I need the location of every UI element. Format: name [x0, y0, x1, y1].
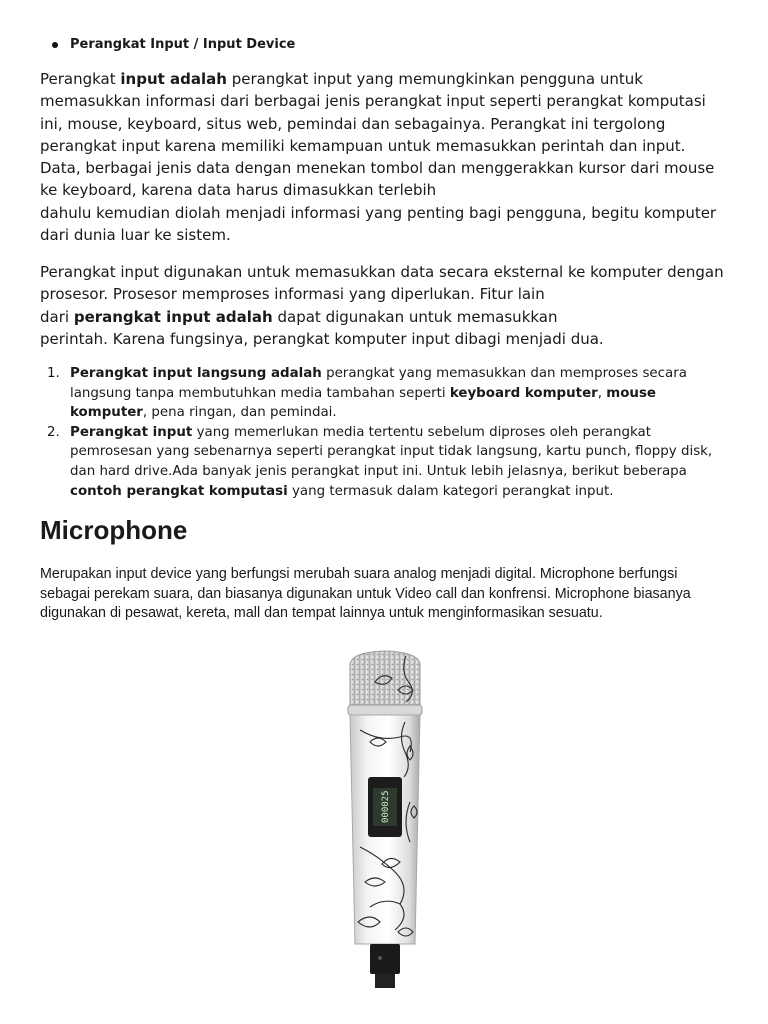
p2-text-2: dari: [40, 307, 74, 326]
list-item-bold: contoh perangkat komputasi: [70, 483, 288, 499]
mic-connector-tip: [375, 974, 395, 988]
list-item-text: , pena ringan, dan pemindai.: [142, 405, 337, 421]
p1-text-2: perangkat input yang memungkinkan pengguna untuk memasukkan informasi dari berbagai jenis perangkat input seperti perangkat komputasi ini, mouse, keyboard, situs web, pemindai dan sebagainya. Perangkat ini tergolong perangkat input karena memiliki kemampuan untuk memasukkan perintah dan input. Data, berbagai jenis data dengan menekan tombol dan menggerakkan kursor dari mouse ke keyboard, karena data harus dimasukkan terlebih: [40, 70, 715, 200]
bullet-heading: [52, 37, 295, 52]
list-item-bold: Perangkat input: [70, 424, 193, 440]
microphone-image: [210, 642, 560, 988]
bullet-dot-icon: [52, 42, 58, 48]
list-item-text: yang termasuk dalam kategori perangkat input.: [287, 483, 614, 499]
p1-bold-1: input adalah: [120, 70, 227, 88]
p2-text-1: Perangkat input digunakan untuk memasukkan data secara eksternal ke komputer dengan prosesor. Prosesor memproses informasi yang diperlukan. Fitur lain: [40, 263, 724, 304]
input-type-list: [40, 364, 730, 501]
mic-connector: [370, 944, 400, 974]
list-item-text: ,: [597, 385, 607, 401]
list-item-text: perangkat yang memasukkan dan memproses secara langsung tanpa membutuhkan media tambahan seperti: [70, 366, 687, 401]
p2-text-3: dapat digunakan untuk memasukkan: [272, 307, 558, 326]
list-item-bold: mouse komputer: [70, 385, 657, 421]
p2-text-4: perintah. Karena fungsinya, perangkat komputer input dibagi menjadi dua.: [40, 329, 604, 348]
section-description: Merupakan input device yang berfungsi merubah suara analog menjadi digital. Microphone berfungsi sebagai perekam suara, dan biasanya digunakan untuk Video call dan konfrensi. Microphone biasanya digunakan di pesawat, kereta, mall dan tempat lainnya untuk menginformasikan sesuatu.: [40, 566, 691, 621]
section-title: Microphone: [40, 515, 188, 545]
list-number: 2.: [47, 424, 60, 440]
p1-text-3: dahulu kemudian diolah menjadi informasi yang penting bagi pengguna, begitu komputer dari dunia luar ke sistem.: [40, 203, 717, 245]
p2-bold-1: perangkat input adalah: [73, 307, 273, 326]
intro-paragraph: [40, 68, 730, 246]
mic-lcd-text: 000025: [381, 790, 391, 823]
list-item-bold: Perangkat input langsung adalah: [70, 366, 322, 381]
second-paragraph: [40, 261, 730, 350]
list-item-bold: keyboard komputer: [449, 385, 598, 401]
list-item: [40, 423, 730, 501]
list-item: [40, 364, 730, 423]
list-item-text: yang memerlukan media tertentu sebelum diproses oleh perangkat pemrosesan yang sebenarnya seperti perangkat input tidak langsung, kartu punch, floppy disk, dan hard drive.Ada banyak jenis perangkat input ini. Untuk lebih jelasnya, berikut beberapa: [70, 424, 713, 479]
p1-text-1: Perangkat: [40, 70, 121, 88]
bullet-heading-text: Perangkat Input / Input Device: [70, 37, 296, 52]
mic-collar: [348, 705, 422, 715]
mic-connector-led: [378, 956, 382, 960]
list-number: 1.: [47, 366, 60, 381]
